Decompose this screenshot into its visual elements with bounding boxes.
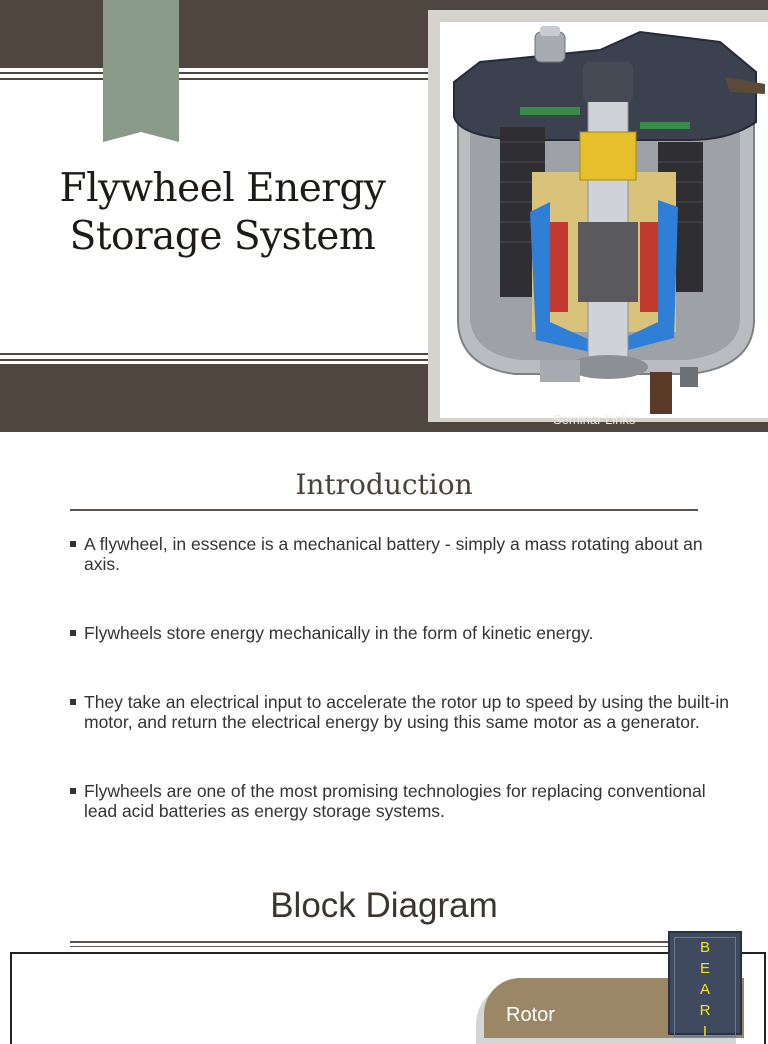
title-line-1: Flywheel Energy [59,166,386,211]
introduction-slide [0,432,768,872]
list-item [70,781,730,821]
ribbon-bookmark [103,0,179,142]
intro-bullet-list [70,534,730,870]
flywheel-cutaway-drawing [440,22,768,418]
bearing-letter: E [699,960,710,977]
square-bullet-icon [70,630,76,636]
introduction-heading: Introduction [295,468,473,501]
list-item [70,623,730,643]
slide-title [20,165,425,261]
bearing-letter: A [699,981,710,998]
bottom-rule-1 [0,353,428,355]
bullet-text: Flywheels are one of the most promising technologies for replacing conventional lead acid batteries as energy storage systems. [84,781,706,821]
photo-frame [428,10,768,422]
top-rule-1 [0,72,428,74]
bullet-text: A flywheel, in essence is a mechanical battery - simply a mass rotating about an axis. [84,534,703,574]
block-diagram-underline-2 [70,946,698,947]
bearing-letter: B [699,939,710,956]
bearing-block [668,931,742,1040]
square-bullet-icon [70,788,76,794]
list-item [70,692,730,732]
block-diagram-slide [0,872,768,1040]
list-item [70,534,730,574]
top-rule-2 [0,78,428,80]
bottom-rule-2 [0,359,428,361]
bullet-text: Flywheels store energy mechanically in the form of kinetic energy. [84,623,594,643]
intro-underline [70,509,698,511]
bearing-label [670,937,740,1042]
title-slide [0,0,768,432]
block-diagram-underline-1 [70,941,698,943]
bearing-letter: R [699,1002,711,1019]
square-bullet-icon [70,699,76,705]
title-line-2: Storage System [69,214,376,259]
photo-caption: Seminar Links [553,412,636,427]
flywheel-cutaway-image [440,22,768,418]
bearing-letter: I [702,1023,708,1040]
rotor-label: Rotor [506,1004,555,1026]
square-bullet-icon [70,541,76,547]
bullet-text: They take an electrical input to accelerate the rotor up to speed by using the built-in motor, and return the electrical energy by using this same motor as a generator. [84,692,729,732]
block-diagram-heading: Block Diagram [270,886,498,925]
